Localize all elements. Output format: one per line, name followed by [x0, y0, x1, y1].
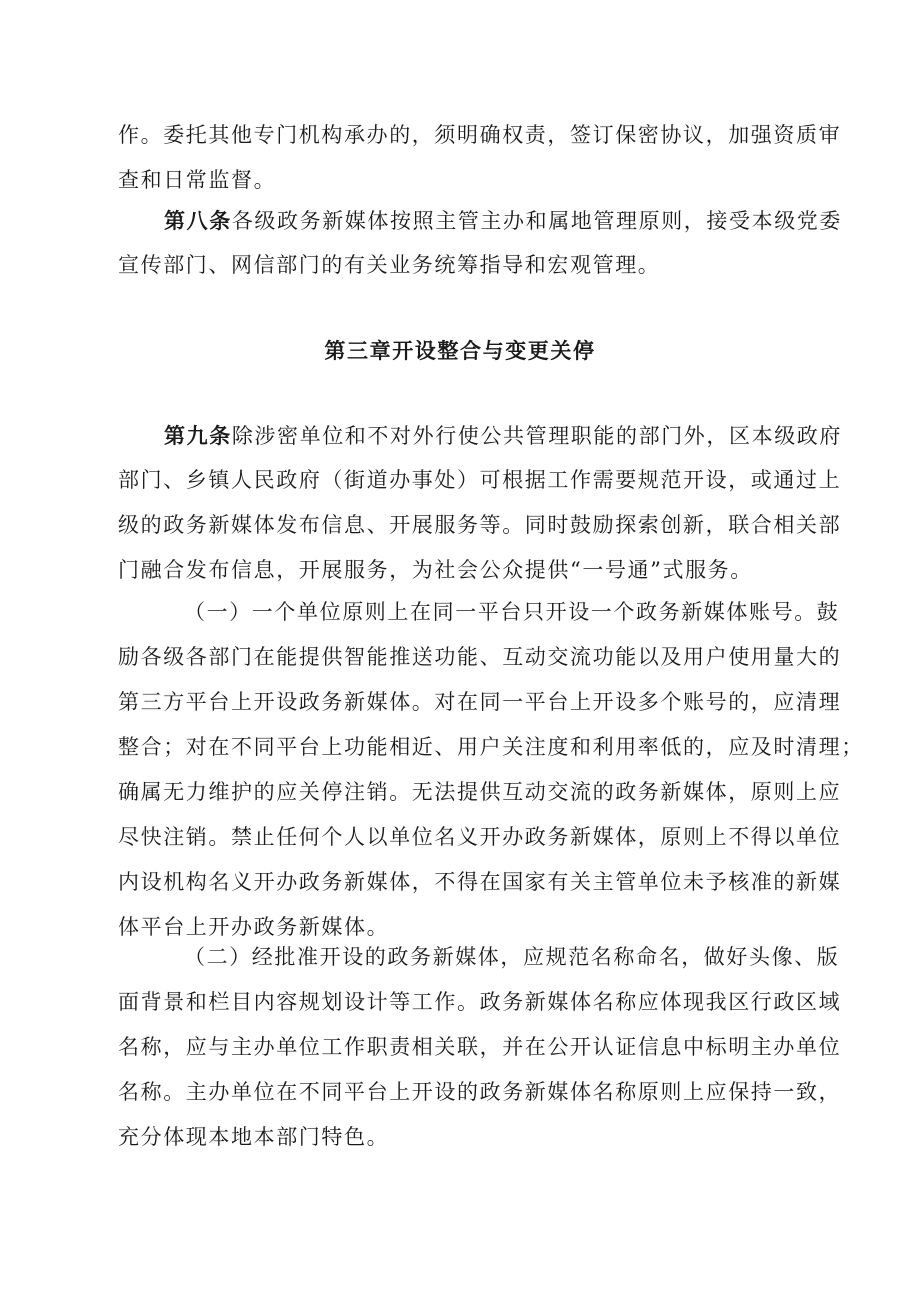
text-line — [118, 413, 843, 458]
text-line: 门融合发布信息，开展服务，为社会公众提供“一号通”式服务。 — [118, 558, 753, 582]
text-line: 作。委托其他专门机构承办的，须明确权责，签订保密协议，加强资质审 — [118, 123, 842, 147]
text-line: 第三方平台上开设政务新媒体。对在同一平台上开设多个账号的，应清理 — [118, 690, 842, 714]
text-line: 名称，应与主办单位工作职责相关联，并在公开认证信息中标明主办单位 — [118, 1035, 842, 1059]
article-text: 各级政务新媒体按照主管主办和属地管理原则，接受本级党委 — [231, 209, 843, 233]
text-line: 查和日常监督。 — [118, 168, 277, 192]
text-line: 级的政务新媒体发布信息、开展服务等。同时鼓励探索创新，联合相关部 — [118, 513, 842, 537]
text-line: 整合；对在不同平台上功能相近、用户关注度和利用率低的，应及时清理； — [118, 735, 864, 759]
article-heading: 第八条 — [164, 208, 232, 233]
text-line: 宣传部门、网信部门的有关业务统筹指导和宏观管理。 — [118, 253, 661, 277]
text-line — [118, 198, 843, 243]
article-8-paragraph — [118, 198, 843, 288]
text-line: 励各级各部门在能提供智能推送功能、互动交流功能以及用户使用量大的 — [118, 645, 842, 669]
text-line: 内设机构名义开办政务新媒体，不得在国家有关主管单位未予核准的新媒 — [118, 870, 842, 894]
text-line: 部门、乡镇人民政府（街道办事处）可根据工作需要规范开设，或通过上 — [118, 468, 842, 492]
article-heading: 第九条 — [164, 423, 232, 448]
paragraph-continuation — [118, 113, 842, 203]
text-line: 面背景和栏目内容规划设计等工作。政务新媒体名称应体现我区行政区域 — [118, 990, 842, 1014]
text-line: 充分体现本地本部门特色。 — [118, 1125, 390, 1149]
article-text: 除涉密单位和不对外行使公共管理职能的部门外，区本级政府 — [231, 424, 843, 448]
item-2-paragraph — [118, 935, 842, 1160]
text-line: 尽快注销。禁止任何个人以单位名义开办政务新媒体，原则上不得以单位 — [118, 825, 842, 849]
text-line: （二）经批准开设的政务新媒体，应规范名称命名，做好头像、版 — [184, 945, 840, 969]
text-line: 体平台上开办政务新媒体。 — [118, 915, 390, 939]
article-9-paragraph — [118, 413, 843, 593]
chapter-title: 第三章开设整合与变更关停 — [324, 338, 596, 363]
text-line: （一）一个单位原则上在同一平台只开设一个政务新媒体账号。鼓 — [184, 600, 840, 624]
text-line: 名称。主办单位在不同平台上开设的政务新媒体名称原则上应保持一致， — [118, 1080, 842, 1104]
item-1-paragraph — [118, 590, 864, 950]
text-line: 确属无力维护的应关停注销。无法提供互动交流的政务新媒体，原则上应 — [118, 780, 842, 804]
